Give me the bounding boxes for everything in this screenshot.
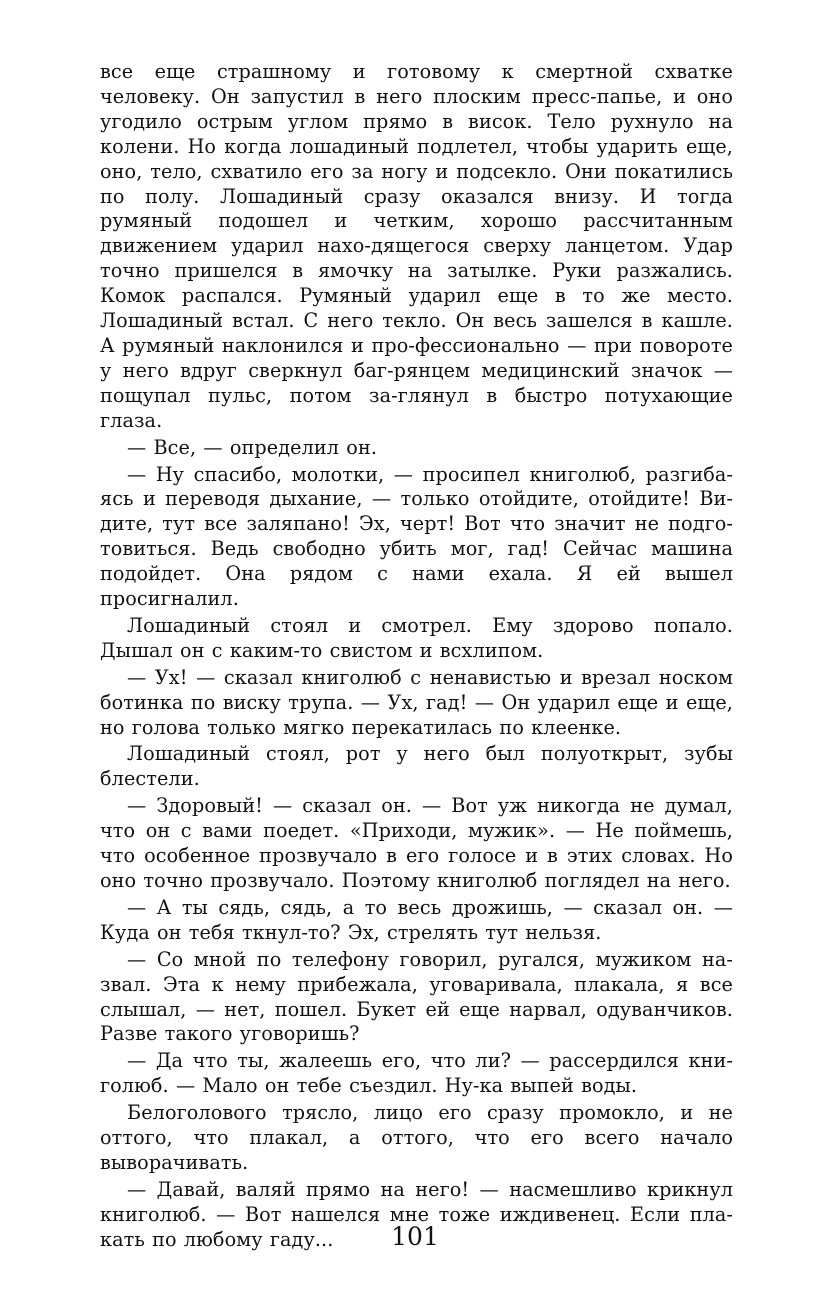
paragraph-11: Белоголового трясло, лицо его сразу промокло, и не оттого, что плакал, а оттого, что его всего начало выворачивать. (100, 1101, 733, 1174)
page-text-body (100, 60, 733, 1255)
paragraph-4: Лошадиный стоял и смотрел. Ему здорово попало. Дышал он с каким-то свистом и всхлипом. (100, 613, 733, 662)
paragraph-2: — Все, — определил он. (127, 435, 378, 459)
paragraph-1: все еще страшному и готовому к смертной схватке человеку. Он запустил в него плоским пресс-папье, и оно угодило острым углом прямо в висок. Тело рухнуло на колени. Но когда лошадиный подлетел, чтобы ударить еще, оно, тело, схватило его за ногу и подсекло. Они покатились по полу. Лошадиный сразу оказался внизу. И тогда румяный подошел и четким, хорошо рассчитанным движением ударил нахо-дящегося сверху ланцетом. Удар точно пришелся в ямочку на затылке. Руки разжались. Комок распался. Румяный ударил еще в то же место. Лошадиный встал. С него текло. Он весь зашелся в кашле. А румяный наклонился и про-фессионально — при повороте у него вдруг сверкнул баг-рянцем медицинский значок — пощупал пульс, потом за-глянул в быстро потухающие глаза. (100, 60, 733, 432)
paragraph-10: — Да что ты, жалеешь его, что ли? — рассердился кни-голюб. — Мало он тебе съездил. Ну-ка выпей воды. (100, 1049, 733, 1098)
paragraph-7: — Здоровый! — сказал он. — Вот уж никогда не думал, что он с вами поедет. «Приходи, мужик». — Не поймешь, что особенное прозвучало в его голосе и в этих словах. Но оно точно прозвучало. Поэтому книголюб поглядел на него. (100, 794, 733, 892)
paragraph-8: — А ты сядь, сядь, а то весь дрожишь, — сказал он. — Куда он тебя ткнул-то? Эх, стрелять тут нельзя. (100, 895, 733, 944)
paragraph-6: Лошадиный стоял, рот у него был полуоткрыт, зубы блестели. (100, 742, 733, 791)
paragraph-9: — Со мной по телефону говорил, ругался, мужиком на-звал. Эта к нему прибежала, уговаривала, плакала, я все слышал, — нет, пошел. Букет ей еще нарвал, одуванчиков. Разве такого уговоришь? (100, 947, 733, 1046)
paragraph-5: — Ух! — сказал книголюб с ненавистью и врезал носком ботинка по виску трупа. — Ух, гад! — Он ударил еще и еще, но голова только мягко перекатилась по клеенке. (100, 665, 733, 739)
paragraph-12: — Давай, валяй прямо на него! — насмешливо крикнул книголюб. — Вот нашелся мне тоже иждивенец. Если пла-кать по любому гаду... (100, 1177, 733, 1251)
paragraph-3: — Ну спасибо, молотки, — просипел книголюб, разгиба-ясь и переводя дыхание, — только отойдите, отойдите! Ви-дите, тут все заляпано! Эх, черт! Вот что значит не подго-товиться. Ведь свободно убить мог, гад! Сейчас машина подойдет. Она рядом с нами ехала. Я ей вышел просигналил. (100, 462, 733, 611)
page-number: 101 (391, 1222, 439, 1251)
